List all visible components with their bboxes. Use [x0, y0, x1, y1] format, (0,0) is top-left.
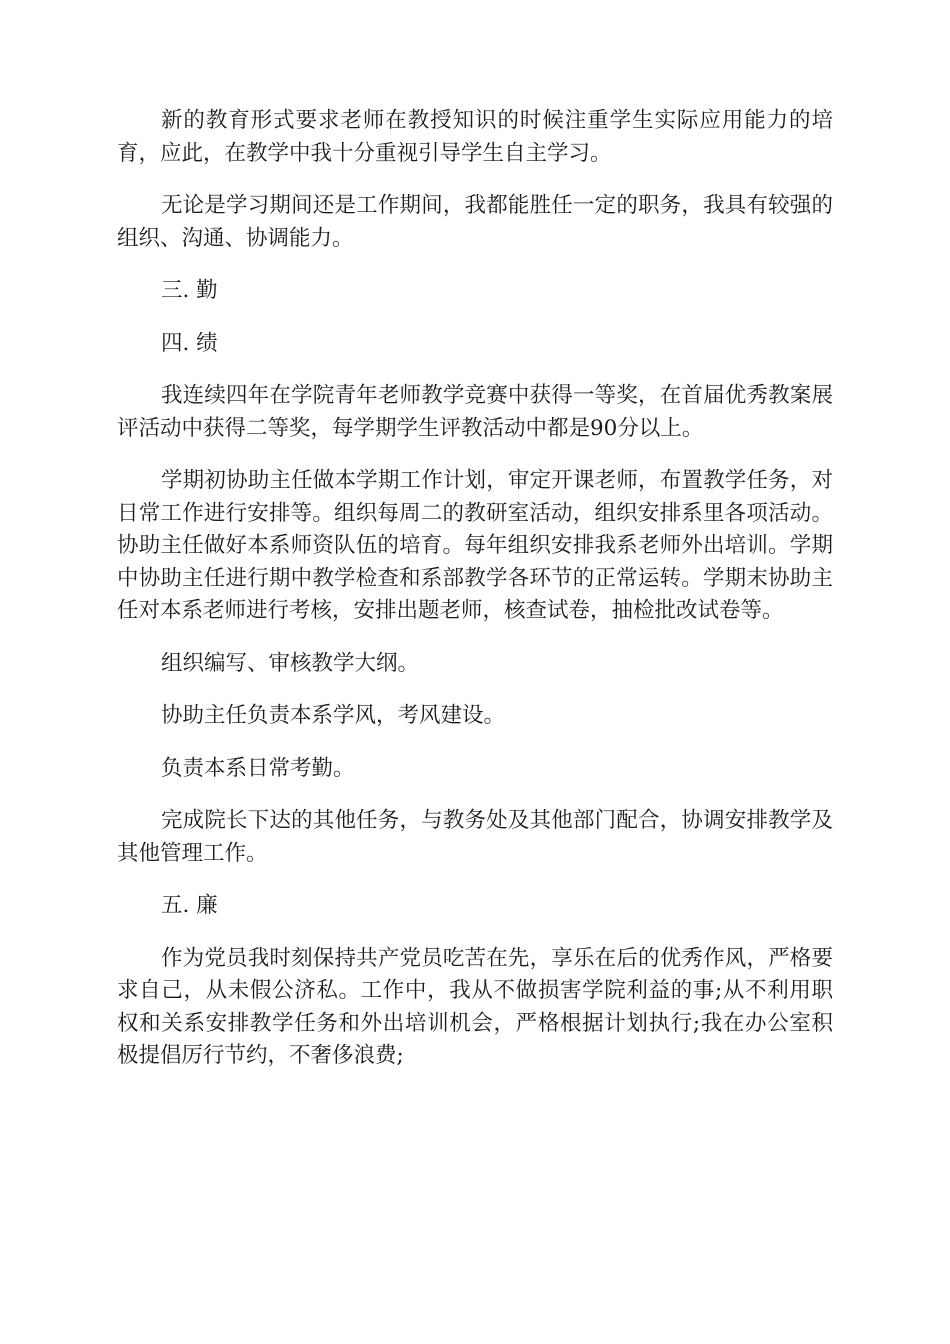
section-heading-diligence: 三. 勤 — [161, 278, 218, 303]
document-body — [117, 105, 833, 1093]
paragraph-study-style: 协助主任负责本系学风，考风建设。 — [161, 703, 506, 728]
paragraph-syllabus: 组织编写、审核教学大纲。 — [161, 650, 420, 676]
paragraph-organization-ability: 无论是学习期间还是工作期间，我都能胜任一定的职务，我具有较强的组织、沟通、协调能力。 — [117, 193, 833, 251]
paragraph-awards: 我连续四年在学院青年老师教学竞赛中获得一等奖，在首届优秀教案展评活动中获得二等奖，每学期学生评教活动中都是90分以上。 — [117, 383, 833, 441]
paragraph-semester-duties: 学期初协助主任做本学期工作计划，审定开课老师，布置教学任务，对日常工作进行安排等。组织每周二的教研室活动，组织安排系里各项活动。协助主任做好本系师资队伍的培育。每年组织安排我系老师外出培训。学期中协助主任进行期中教学检查和系部教学各环节的正常运转。学期末协助主任对本系老师进行考核，安排出题老师，核查试卷，抽检批改试卷等。 — [117, 468, 833, 623]
paragraph-attendance: 负责本系日常考勤。 — [161, 755, 355, 781]
paragraph-other-tasks: 完成院长下达的其他任务，与教务处及其他部门配合，协调安排教学及其他管理工作。 — [117, 808, 833, 866]
section-heading-performance: 四. 绩 — [161, 330, 218, 356]
paragraph-party-member: 作为党员我时刻保持共产党员吃苦在先，享乐在后的优秀作风，严格要求自己，从未假公济私。工作中，我从不做损害学院利益的事;从不利用职权和关系安排教学任务和外出培训机会，严格根据计划执行;我在办公室积极提倡厉行节约，不奢侈浪费; — [117, 945, 833, 1068]
paragraph-teaching-approach: 新的教育形式要求老师在教授知识的时候注重学生实际应用能力的培育，应此，在教学中我十分重视引导学生自主学习。 — [117, 108, 833, 166]
section-heading-integrity: 五. 廉 — [161, 893, 218, 918]
